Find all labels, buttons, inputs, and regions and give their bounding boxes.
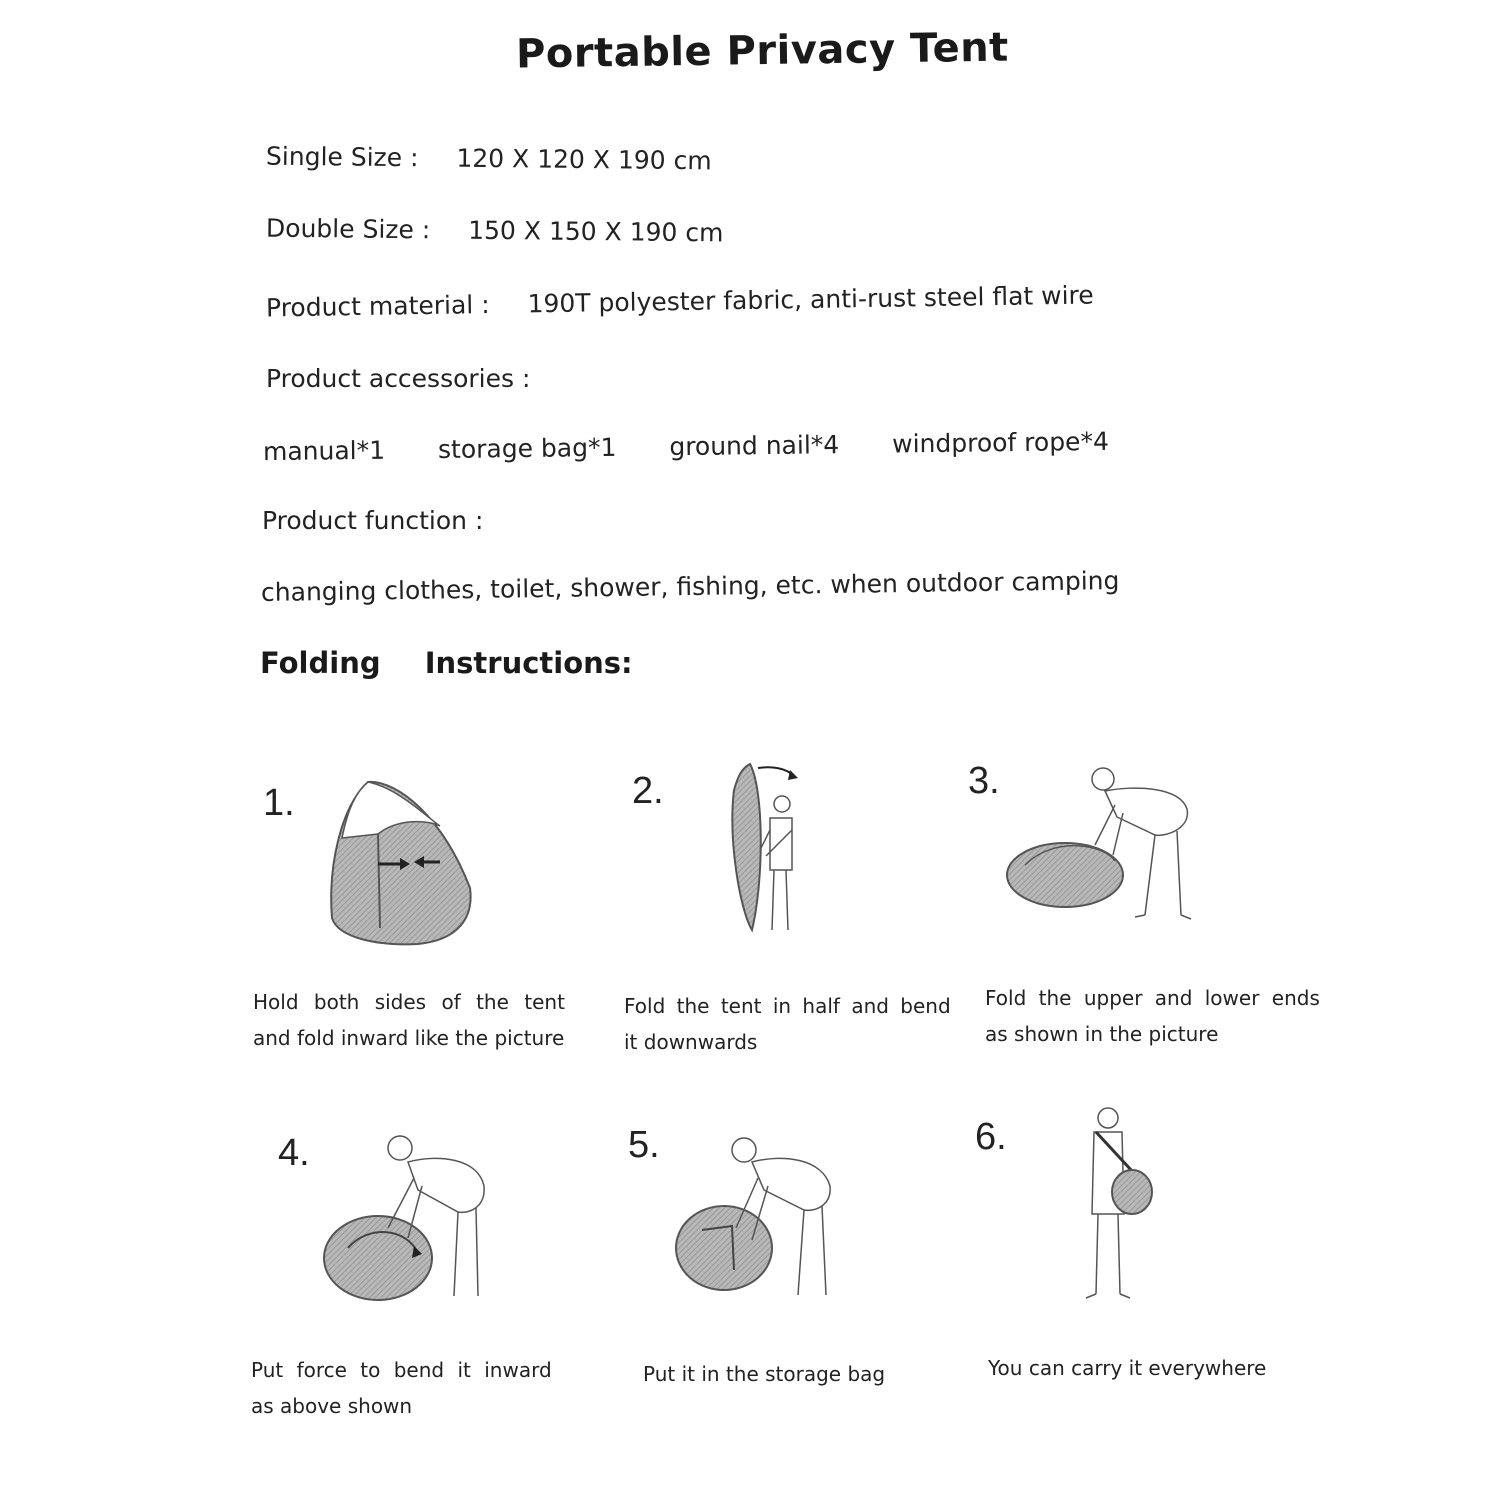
caption-line: Fold the upper and lower ends [985,986,1320,1010]
caption-line: You can carry it everywhere [988,1356,1267,1380]
accessory-item: windproof rope*4 [891,426,1110,459]
person-carrying-icon [1078,1104,1158,1304]
step-caption [988,1350,1266,1386]
caption-line: Fold the tent in half and bend [624,994,951,1018]
step-number: 1. [263,782,295,824]
person-bending-icon [318,1128,498,1308]
single-size-label: Single Size : [265,141,419,173]
caption-line: as shown in the picture [985,1022,1219,1046]
page-title: Portable Privacy Tent [515,24,1010,78]
material-value: 190T polyester fabric, anti-rust steel flat wire [527,280,1094,319]
accessories-label: Product accessories : [266,364,531,393]
step-number: 5. [628,1124,660,1166]
step-caption [985,980,1320,1052]
single-size-value: 120 X 120 X 190 cm [456,143,712,176]
caption-line: Hold both sides of the tent [253,990,565,1014]
step-number: 2. [632,770,664,812]
step-caption [624,988,951,1060]
step-number: 3. [968,760,1000,802]
person-bagging-icon [672,1130,852,1305]
accessory-item: ground nail*4 [669,430,840,462]
folding-heading [260,646,633,680]
caption-line: and fold inward like the picture [253,1026,565,1050]
tent-bend-icon [720,760,810,940]
caption-line: as above shown [251,1394,413,1418]
caption-line: it downwards [624,1030,758,1054]
step-number: 6. [975,1116,1007,1158]
accessory-item: manual*1 [262,435,386,467]
folding-heading-word: Instructions: [424,646,633,680]
step-caption [253,984,565,1056]
person-folding-icon [1005,765,1215,925]
step-caption [251,1352,552,1424]
double-size-row [266,214,724,248]
single-size-row [266,142,712,176]
step-caption [643,1356,885,1392]
function-value: changing clothes, toilet, shower, fishing, etc. when outdoor camping [260,566,1120,607]
material-row [266,281,1094,323]
tent-fold-icon [328,778,478,948]
function-label: Product function : [262,506,484,535]
double-size-value: 150 X 150 X 190 cm [468,215,724,248]
folding-heading-word: Folding [260,646,381,680]
accessory-item: storage bag*1 [437,432,617,465]
caption-line: Put it in the storage bag [643,1362,886,1386]
caption-line: Put force to bend it inward [251,1358,552,1382]
step-number: 4. [278,1132,310,1174]
accessories-list [263,427,1109,466]
material-label: Product material : [265,289,490,323]
double-size-label: Double Size : [265,213,431,245]
